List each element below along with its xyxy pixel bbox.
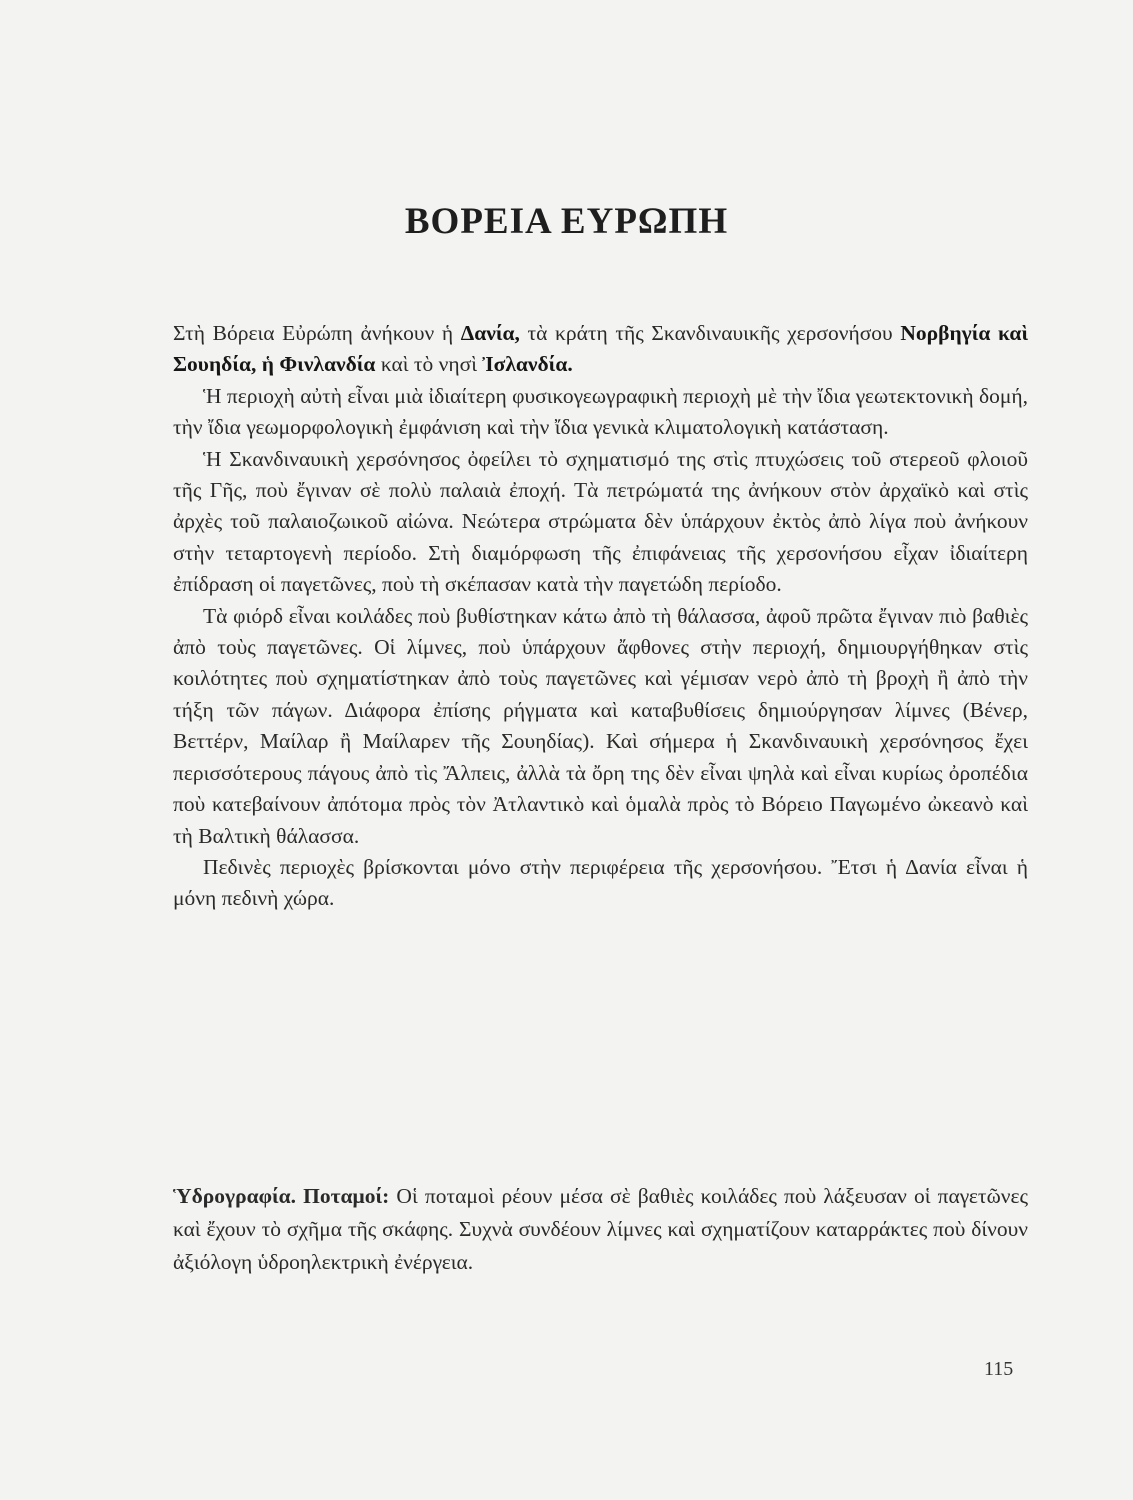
bold-iceland: Ἰσλανδία. [482, 352, 573, 377]
paragraph-plains: Πεδινὲς περιοχὲς βρίσκονται μόνο στὴν περιφέρεια τῆς χερσονήσου. Ἔτσι ἡ Δανία εἶναι ἡ μόνη πεδινὴ χώρα. [173, 854, 1028, 911]
bold-norway-sweden-finland: Νορβηγία καὶ Σουηδία, ἡ Φινλανδία [173, 321, 1028, 377]
paragraph-region: Ἡ περιοχὴ αὐτὴ εἶναι μιὰ ἰδιαίτερη φυσικογεωγραφικὴ περιοχὴ μὲ τὴν ἴδια γεωτεκτονικὴ δομή, τὴν ἴδια γεωμορφολογικὴ ἐμφάνιση καὶ τὴν ἴδια γενικὰ κλιματολογικὴ κατάσταση. [173, 383, 1028, 440]
page-title: ΒΟΡΕΙΑ ΕΥΡΩΠΗ [404, 201, 729, 242]
intro-text-2: τὰ κράτη τῆς Σκανδιναυικῆς χερσονήσου [519, 321, 901, 345]
bold-denmark: Δανία, [460, 321, 520, 345]
intro-text-1: Στὴ Βόρεια Εὐρώπη ἀνήκουν ἡ [173, 321, 461, 345]
body-text [173, 318, 1028, 915]
paragraph-formation: Ἡ Σκανδιναυικὴ χερσόνησος ὀφείλει τὸ σχηματισμό της στὶς πτυχώσεις τοῦ στερεοῦ φλοιοῦ τῆς Γῆς, ποὺ ἔγιναν σὲ πολὺ παλαιὰ ἐποχή. Τὰ πετρώματά της ἀνήκουν στὸν ἀρχαϊκὸ καὶ στὶς ἀρχὲς τοῦ παλαιοζωικοῦ αἰώνα. Νεώτερα στρώματα δὲν ὑπάρχουν ἐκτὸς ἀπὸ λίγα ποὺ ἀνήκουν στὴν τεταρτογενὴ περίοδο. Στὴ διαμόρφωση τῆς ἐπιφάνειας τῆς χερσονήσου εἶχαν ἰδιαίτερη ἐπίδραση οἱ παγετῶνες, ποὺ τὴ σκέπασαν κατὰ τὴν παγετώδη περίοδο. [173, 446, 1028, 597]
hydrography-heading: Ὑδρογραφία. Ποταμοί: [173, 1184, 390, 1208]
paragraph-intro [173, 318, 1028, 381]
hydrography-text: Οἱ ποταμοὶ ρέουν μέσα σὲ βαθιὲς κοιλάδες ποὺ λάξευσαν οἱ παγετῶνες καὶ ἔχουν τὸ σχῆμα τῆς σκάφης. Συχνὰ συνδέουν λίμνες καὶ σχηματίζουν καταρράκτες ποὺ δίνουν ἀξιόλογη ὑδροηλεκτρικὴ ἐνέργεια. [173, 1184, 1028, 1274]
page-number: 115 [984, 1358, 1014, 1380]
intro-text-3: καὶ τὸ νησὶ [375, 352, 483, 377]
paragraph-hydrography [173, 1180, 1028, 1279]
paragraph-fjords: Τὰ φιόρδ εἶναι κοιλάδες ποὺ βυθίστηκαν κάτω ἀπὸ τὴ θάλασσα, ἀφοῦ πρῶτα ἔγιναν πιὸ βαθιὲς ἀπὸ τοὺς παγετῶνες. Οἱ λίμνες, ποὺ ὑπάρχουν ἄφθονες στὴν περιοχή, δημιουργήθηκαν στὶς κοιλότητες ποὺ σχηματίστηκαν ἀπὸ τοὺς παγετῶνες καὶ γέμισαν νερὸ ἀπὸ τὴ βροχὴ ἢ ἀπὸ τὴν τήξη τῶν πάγων. Διάφορα ἐπίσης ρήγματα καὶ καταβυθίσεις δημιούργησαν λίμνες (Βένερ, Βεττέρν, Μαίλαρ ἢ Μαίλαρεν τῆς Σουηδίας). Καὶ σήμερα ἡ Σκανδιναυικὴ χερσόνησος ἔχει περισσότερους πάγους ἀπὸ τὶς Ἄλπεις, ἀλλὰ τὰ ὄρη της δὲν εἶναι ψηλὰ καὶ εἶναι κυρίως ὀροπέδια ποὺ κατεβαίνουν ἀπότομα πρὸς τὸν Ἀτλαντικὸ καὶ ὁμαλὰ πρὸς τὸ Βόρειο Παγωμένο ὠκεανὸ καὶ τὴ Βαλτικὴ θάλασσα. [173, 603, 1028, 848]
hydrography-section [173, 1180, 1028, 1279]
